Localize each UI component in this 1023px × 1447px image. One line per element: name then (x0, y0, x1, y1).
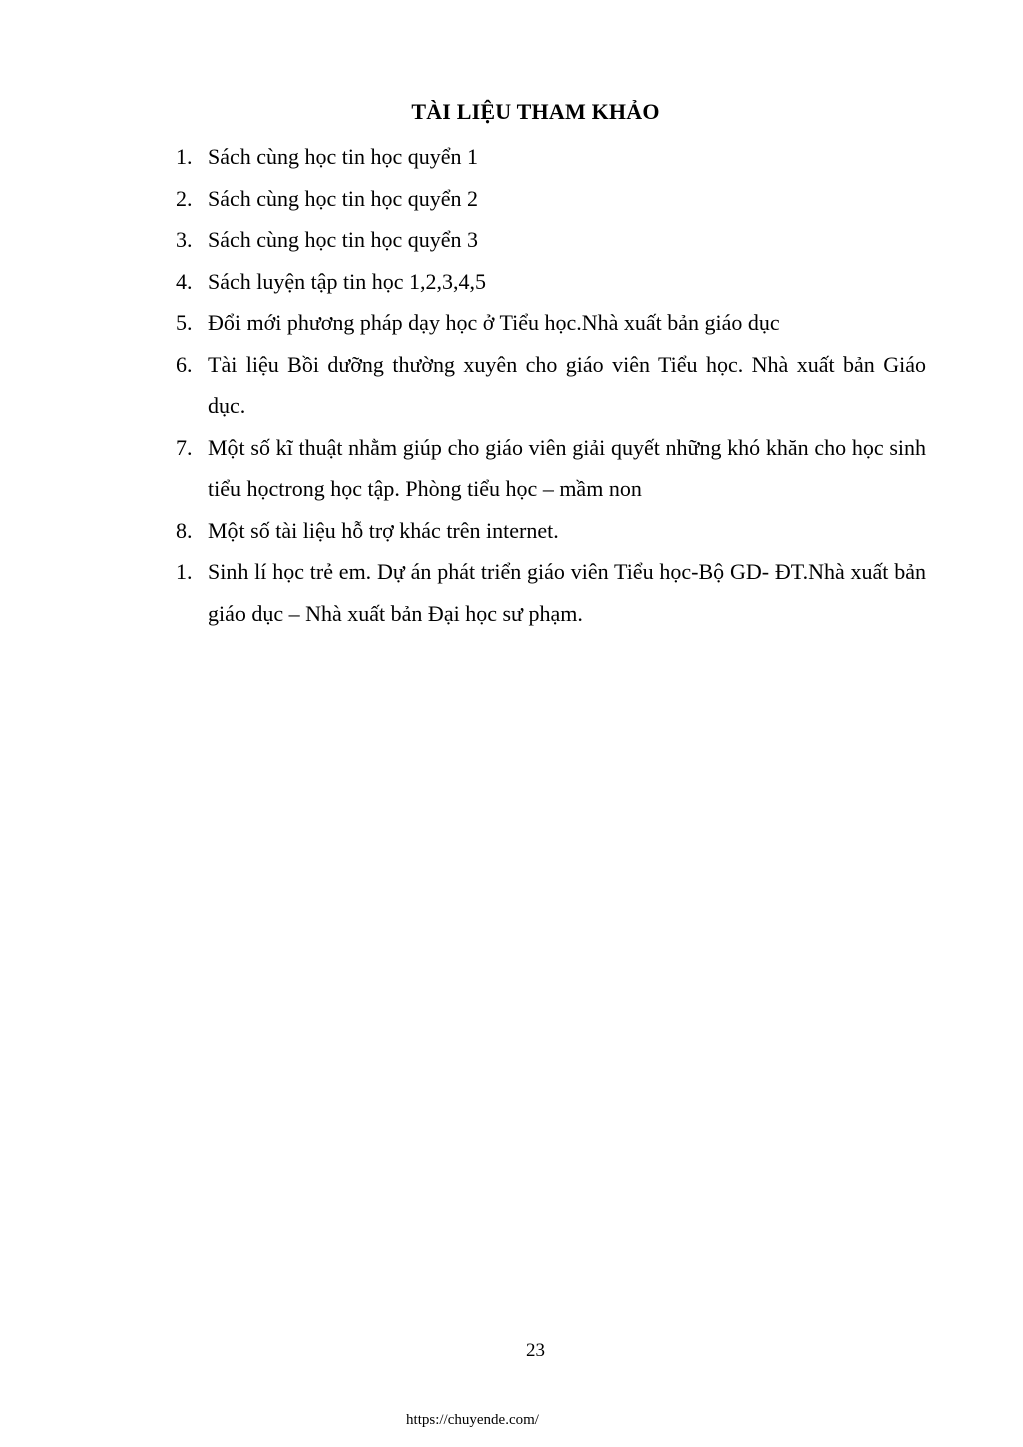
reference-text: Một số kĩ thuật nhằm giúp cho giáo viên giải quyết những khó khăn cho học sinh tiểu họctrong học tập. Phòng tiểu học – mầm non (208, 434, 926, 501)
reference-text: Sách cùng học tin học quyển 1 (208, 144, 479, 169)
reference-item (176, 302, 926, 344)
footer-url: https://chuyende.com/ (406, 1412, 539, 1428)
reference-number: 5. (176, 310, 193, 335)
reference-item (176, 261, 926, 303)
reference-text: Đổi mới phương pháp dạy học ở Tiểu học.Nhà xuất bản giáo dục (208, 310, 780, 335)
reference-number: 6. (176, 351, 193, 377)
reference-item (176, 178, 926, 220)
reference-list (176, 136, 926, 634)
reference-text: Sách cùng học tin học quyển 2 (208, 185, 479, 211)
page-title: TÀI LIỆU THAM KHẢO (411, 99, 660, 124)
reference-number: 7. (176, 434, 193, 460)
reference-number: 1. (176, 144, 193, 169)
reference-number: 8. (176, 517, 193, 543)
reference-number: 3. (176, 227, 193, 252)
reference-item (176, 219, 926, 261)
reference-number: 2. (176, 185, 193, 211)
reference-text: Sách cùng học tin học quyển 3 (208, 227, 479, 252)
reference-text: Một số tài liệu hỗ trợ khác trên internet. (208, 517, 559, 543)
reference-text: Sinh lí học trẻ em. Dự án phát triển giáo viên Tiểu học-Bộ GD- ĐT.Nhà xuất bản giáo dục – Nhà xuất bản Đại học sư phạm. (208, 559, 926, 626)
reference-number: 4. (176, 268, 193, 294)
reference-item (176, 136, 926, 178)
reference-number: 1. (176, 559, 193, 584)
reference-item (176, 510, 926, 552)
reference-text: Sách luyện tập tin học 1,2,3,4,5 (208, 268, 487, 294)
reference-item (176, 344, 926, 427)
reference-item (176, 551, 926, 634)
reference-item (176, 427, 926, 510)
page-number: 23 (526, 1340, 545, 1361)
reference-text: Tài liệu Bồi dưỡng thường xuyên cho giáo viên Tiểu học. Nhà xuất bản Giáo dục. (208, 351, 926, 418)
